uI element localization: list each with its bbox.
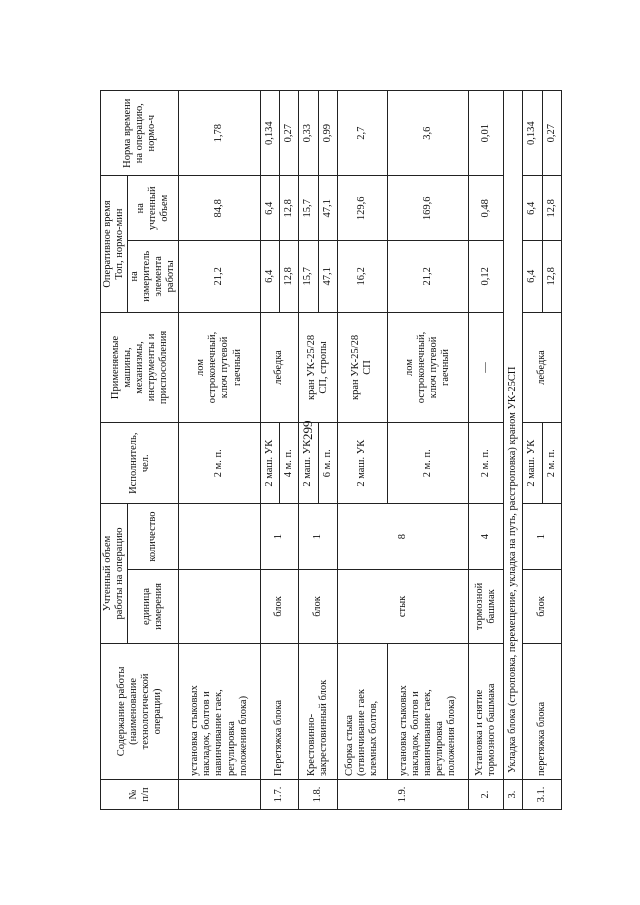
- row-performer: 2 маш. УК: [299, 423, 318, 504]
- row-content: Крестовинно- закрестовинный блок: [299, 643, 338, 779]
- row-performer: 2 м. п.: [542, 423, 561, 504]
- header-optime-group: Оперативное время Топ, нормо-мин: [101, 176, 128, 312]
- row-performer: 2 м. п.: [469, 423, 504, 504]
- row-per-unit: 21,2: [179, 241, 260, 313]
- row-num: 2.: [469, 780, 504, 810]
- row-content: Сборка стыка (отвинчивание гаек клемных болтов,: [337, 643, 387, 779]
- row-machines: лебедка: [260, 312, 299, 423]
- row-performer: 2 м. п.: [179, 423, 260, 504]
- row-unit: блок: [523, 570, 562, 644]
- row-content: перетяжка блока: [523, 643, 562, 779]
- row-per-volume: 15,7: [299, 176, 318, 241]
- row-quantity: 1: [523, 504, 562, 570]
- row-performer: 2 м. п.: [388, 423, 469, 504]
- row-per-volume: 47,1: [318, 176, 337, 241]
- row-per-volume: 12,8: [279, 176, 298, 241]
- work-norms-table: [100, 90, 562, 810]
- row-num: 1.7.: [260, 780, 299, 810]
- row-quantity: 1: [299, 504, 338, 570]
- row-per-volume: 6,4: [260, 176, 279, 241]
- row-performer: 4 м. п.: [279, 423, 298, 504]
- row-per-unit: 15,7: [299, 241, 318, 313]
- page-number: 299: [300, 420, 315, 440]
- row-per-unit: 12,8: [542, 241, 561, 313]
- header-machines: Применяемые машины, механизмы, инструменты и приспособления: [101, 312, 179, 423]
- table-row: [469, 91, 504, 810]
- row-per-volume: 84,8: [179, 176, 260, 241]
- row-norm: 0,27: [279, 91, 298, 176]
- header-unit: единица измерения: [128, 570, 179, 644]
- row-performer: 2 маш. УК: [337, 423, 387, 504]
- row-norm: 0,33: [299, 91, 318, 176]
- row-machines: кран УК-25/28 СП, стропы: [299, 312, 338, 423]
- row-machines: лебедка: [523, 312, 562, 423]
- header-performer: Исполнитель, чел.: [101, 423, 179, 504]
- row-unit: блок: [260, 570, 299, 644]
- row-content: установка стыковых накладок, болтов и навинчивание гаек, регулировка положения блока): [388, 643, 469, 779]
- row-per-unit: 16,2: [337, 241, 387, 313]
- row-unit: тормозной башмак: [469, 570, 504, 644]
- row-content: Установка и снятие тормозного башмака: [469, 643, 504, 779]
- row-per-volume: 12,8: [542, 176, 561, 241]
- row-per-volume: 169,6: [388, 176, 469, 241]
- row-per-volume: 0,48: [469, 176, 504, 241]
- row-per-volume: 129,6: [337, 176, 387, 241]
- table-row: [299, 91, 318, 810]
- row-per-unit: 6,4: [260, 241, 279, 313]
- row-quantity: 1: [260, 504, 299, 570]
- table-row: [523, 91, 542, 810]
- header-quantity: количество: [128, 504, 179, 570]
- row-per-volume: 6,4: [523, 176, 542, 241]
- table-row: [179, 91, 260, 810]
- row-norm: 0,134: [523, 91, 542, 176]
- row-per-unit: 47,1: [318, 241, 337, 313]
- row-performer: 2 маш. УК: [260, 423, 279, 504]
- row-machines: кран УК-25/28 СП: [337, 312, 387, 423]
- header-num: № п/п: [101, 780, 179, 810]
- table-row: [260, 91, 279, 810]
- row-machines: лом остроконечный, ключ путевой гаечный: [388, 312, 469, 423]
- row-content: Перетяжка блока: [260, 643, 299, 779]
- row-norm: 1,78: [179, 91, 260, 176]
- row-unit: блок: [299, 570, 338, 644]
- row-quantity: 4: [469, 504, 504, 570]
- rotated-table-container: [100, 90, 562, 810]
- row-num: 1.8.: [299, 780, 338, 810]
- row-unit: стык: [337, 570, 468, 644]
- row-num: 1.9.: [337, 780, 468, 810]
- table-row: [388, 91, 469, 810]
- row-num: 3.1.: [523, 780, 562, 810]
- row-performer: 6 м. п.: [318, 423, 337, 504]
- row-norm: 2,7: [337, 91, 387, 176]
- row-machines: лом остроконечный, ключ путевой гаечный: [179, 312, 260, 423]
- header-per-unit: на измеритель элемента работы: [128, 241, 179, 313]
- row-content: установка стыковых накладок, болтов и навинчивание гаек, регулировка положения блока): [179, 643, 260, 779]
- header-per-volume: на учтенный объем: [128, 176, 179, 241]
- row-performer: 2 маш. УК: [523, 423, 542, 504]
- header-norm: Норма времени на операцию, нормо-ч: [101, 91, 179, 176]
- section-title: Укладка блока (строповка, перемещение, укладка на путь, расстроповка) краном УК-25СП: [504, 91, 523, 780]
- row-norm: 0,01: [469, 91, 504, 176]
- table-row-section: [504, 91, 523, 810]
- row-quantity: 8: [337, 504, 468, 570]
- row-norm: 0,27: [542, 91, 561, 176]
- row-per-unit: 12,8: [279, 241, 298, 313]
- row-norm: 0,99: [318, 91, 337, 176]
- row-norm: 0,134: [260, 91, 279, 176]
- row-per-unit: 0,12: [469, 241, 504, 313]
- row-per-unit: 6,4: [523, 241, 542, 313]
- row-num: 3.: [504, 780, 523, 810]
- row-machines: —: [469, 312, 504, 423]
- table-row: [337, 91, 387, 810]
- row-per-unit: 21,2: [388, 241, 469, 313]
- header-volume-group: Учтенный объем работы на операцию: [101, 504, 128, 644]
- table-header: [101, 91, 179, 810]
- row-norm: 3,6: [388, 91, 469, 176]
- header-content: Содержание работы (наименование технологической операции): [101, 643, 179, 779]
